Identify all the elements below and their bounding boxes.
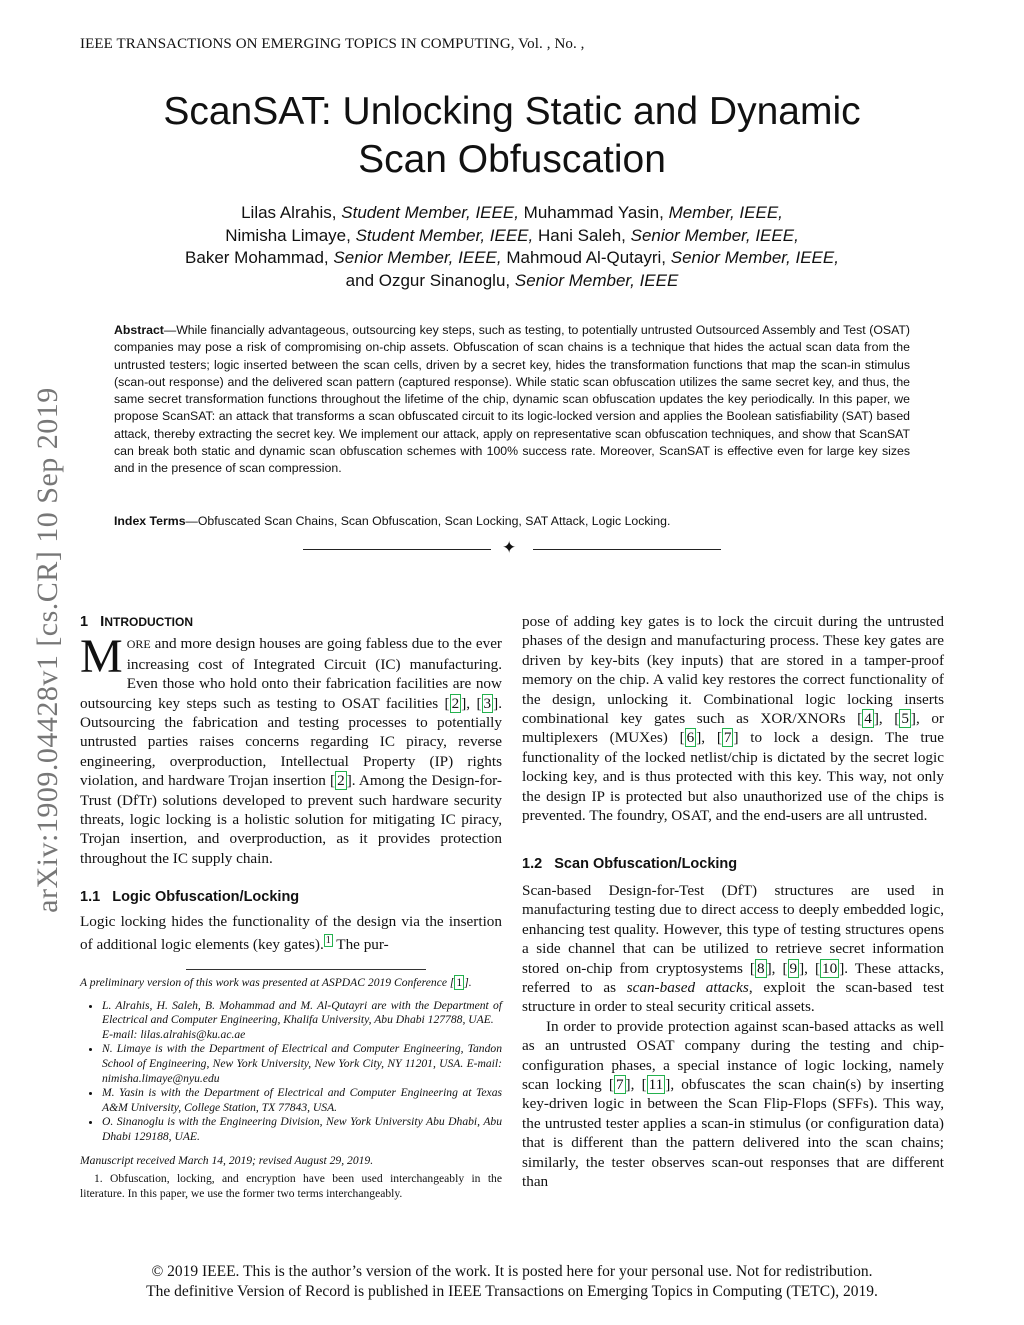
scan-obfuscation-paragraph: Scan-based Design-for-Test (DfT) structures are used in manufacturing testing due to direct access to deeply embedded logic, enhancing test quality. However, this type of testing structures opens a side channel that can be utilized to retrieve secret information stored on-chip from cryptosystems [ 8 ], [ 9 ], [ 10 ]. These attacks, referred to as scan-based attacks, exploit the scan-based test structure in order to steal security critical assets. — [522, 881, 945, 1016]
index-terms — [114, 514, 910, 528]
author-name: Nimisha Limaye, — [225, 225, 351, 245]
citation-link[interactable]: 5 — [901, 710, 909, 728]
footnotes — [80, 976, 502, 1201]
author-role: Member, IEEE, — [668, 203, 783, 222]
citation-link[interactable]: 9 — [789, 959, 798, 977]
paper-title — [100, 88, 924, 184]
footnote-1: 1. Obfuscation, locking, and encryption have been used interchangeably in the literature. In this paper, we use the former two terms interchangeably. — [80, 1172, 502, 1200]
author-line-4 — [100, 270, 924, 293]
author-name: Baker Mohammad, — [185, 248, 329, 267]
author-role: Senior Member, IEEE — [514, 270, 679, 290]
citation-link[interactable]: 8 — [756, 959, 765, 977]
author-list — [100, 202, 924, 292]
author-name: Hani Saleh, — [537, 225, 626, 245]
footnote-link[interactable]: 1 — [325, 935, 331, 947]
author-name: and Ozgur Sinanoglu, — [345, 270, 511, 290]
affiliation-list — [80, 999, 502, 1145]
drop-cap: M — [80, 630, 123, 684]
citation-link[interactable]: 6 — [686, 729, 695, 747]
left-column — [80, 612, 502, 955]
index-text: —Obfuscated Scan Chains, Scan Obfuscation, Scan Locking, SAT Attack, Logic Locking. — [185, 514, 671, 528]
section-1-1-heading: 1.1 Logic Obfuscation/Locking — [80, 889, 300, 906]
abstract-label: Abstract — [114, 323, 164, 337]
citation-link[interactable]: 7 — [615, 1075, 624, 1093]
title-line-1: ScanSAT: Unlocking Static and Dynamic — [163, 90, 861, 133]
index-label: Index Terms — [114, 514, 186, 528]
copyright-footer — [80, 1262, 944, 1302]
intro-paragraph: MORE and more design houses are going fabless due to the ever increasing cost of Integrated Circuit (IC) manufacturing. Even those who hold onto their fabrication facilities are now outsourcing key steps such as testing to OSAT facilities [ 2 ], [ 3 ]. Outsourcing the fabrication and testing processes to potentially untrusted parties raises concerns regarding IC piracy, reverse engineering, overproduction, Intellectual Property (IP) rights violation, and hardware Trojan insertion [ 2 ]. Among the Design-for-Trust (DfTr) solutions developed to prevent such hardware security threats, logic locking is a holistic solution for mitigating IC piracy, Trojan insertion, and overproduction, as it provides protection throughout the IC supply chain. — [80, 630, 502, 867]
manuscript-note: Manuscript received March 14, 2019; revised August 29, 2019. — [80, 1153, 374, 1167]
author-role: Senior Member, IEEE, — [670, 248, 839, 267]
author-role: Senior Member, IEEE, — [333, 248, 502, 267]
title-line-2: Scan Obfuscation — [358, 138, 666, 181]
citation-link[interactable]: 7 — [723, 729, 732, 747]
section-1-1-paragraph: Logic locking hides the functionality of the design via the insertion of additional logic elements (key gates). $^1$ The pur- — [80, 912, 502, 954]
author-role: Student Member, IEEE, — [341, 203, 519, 222]
abstract — [114, 322, 910, 478]
author-role: Student Member, IEEE, — [355, 225, 534, 245]
citation-link[interactable]: 1 — [456, 976, 463, 989]
author-name: Muhammad Yasin, — [523, 203, 664, 222]
author-line-3 — [100, 247, 924, 270]
separator-right — [533, 549, 721, 550]
right-column — [522, 612, 944, 1191]
arxiv-stamp: arXiv:1909.04428v1 [cs.CR] 10 Sep 2019 — [31, 387, 64, 913]
running-header: IEEE TRANSACTIONS ON EMERGING TOPICS IN COMPUTING, Vol. , No. , — [80, 36, 585, 52]
affiliation-item: • M. Yasin is with the Department of Electrical and Computer Engineering at Texas A&M University, College Station, TX 77843, USA. — [102, 1086, 502, 1115]
section-1-heading: 1 INTRODUCTION — [80, 613, 194, 630]
affiliation-item: • N. Limaye is with the Department of Electrical and Computer Engineering, Tandon School of Engineering, New York University, New York City, NY 11201, USA. E-mail: nimisha.limaye@nyu.edu — [102, 1042, 502, 1086]
section-1-2-heading: 1.2 Scan Obfuscation/Locking — [522, 856, 738, 873]
citation-link[interactable]: 10 — [822, 959, 838, 977]
citation-link[interactable]: 2 — [337, 772, 345, 790]
citation-link[interactable]: 3 — [483, 694, 492, 712]
separator-diamond-icon: ✦ — [502, 538, 517, 558]
prelim-note: A preliminary version of this work was presented at ASPDAC 2019 Conference [ 1 ]. — [80, 976, 472, 989]
logic-locking-paragraph: pose of adding key gates is to lock the circuit during the untrusted phases of the design and manufacturing process. These key gates are driven by key-bits (key inputs) that are stored in a tamper-proof memory on the chip. A valid key restores the correct functionality of the design, unlocking it. Combinational logic locking inserts combinational key gates such as XOR/XNORs [ 4 ], [ 5 ], or multiplexers (MUXes) [ 6 ], [ 7 ] to lock a design. The true functionality of the locked netlist/chip is dictated by the secret logic locking key, and is thus protected with this key. This way, not only the design IP is protected but also unauthorized use of the chips is prevented. The foundry, OSAT, and the end-users are all untrusted. — [522, 613, 945, 825]
footnote-rule — [186, 969, 426, 970]
abstract-text: —While financially advantageous, outsourcing key steps, such as testing, to potentially untrusted Outsourced Assembly and Test (OSAT) companies may pose a risk of compromising on-chip assets. Obfuscation of scan chains is a technique that hides the actual scan data from the untrusted testers; logic inserted between the scan cells, driven by a secret key, hides the transformation functions that map the scan-in stimulus (scan-out response) and the delivered scan pattern (captured response). While static scan obfuscation utilizes the same secret key, and thus, the same secret transformation functions throughout the lifetime of the chip, dynamic scan obfuscation updates the key periodically. In this paper, we propose ScanSAT: an attack that transforms a scan obfuscated circuit to its logic-locked version and applies the Boolean satisfiability (SAT) based attack, thereby extracting the secret key. We implement our attack, apply on representative scan obfuscation techniques, and show that ScanSAT can break both static and dynamic scan obfuscation schemes with 100% success rate. Moreover, ScanSAT is effective even for large key sizes and in the presence of scan compression. — [114, 323, 910, 476]
author-name: Mahmoud Al-Qutayri, — [506, 248, 667, 267]
affiliation-item: • L. Alrahis, H. Saleh, B. Mohammad and M. Al-Qutayri are with the Department of Electrical and Computer Engineering, Khalifa University, Abu Dhabi 127788, UAE. E-mail: lilas.alrahis@ku.ac.ae — [102, 999, 502, 1043]
citation-link[interactable]: 2 — [451, 694, 460, 712]
copyright-line-2: The definitive Version of Record is published in IEEE Transactions on Emerging Topics in Computing (TETC), 2019. — [146, 1283, 878, 1300]
copyright-line-1: © 2019 IEEE. This is the author’s version of the work. It is posted here for your personal use. Not for redistribution. — [151, 1263, 873, 1280]
author-role: Senior Member, IEEE, — [630, 225, 799, 245]
scan-locking-paragraph: In order to provide protection against scan-based attacks as well as an untrusted OSAT company during the testing and chip-configuration phases, a special instance of logic locking, namely scan locking [ 7 ], [ 11 ], obfuscates the scan chain(s) by inserting key-driven logic in between the Scan Flip-Flops (SFFs). This way, the untrusted tester applies a scan-in stimulus (or configuration data) that is different than the pattern delivered into the scan chains; similarly, the tester observes scan-out responses that are different than — [522, 1017, 944, 1190]
affiliation-item: • O. Sinanoglu is with the Engineering Division, New York University Abu Dhabi, Abu Dhabi 129188, UAE. — [102, 1115, 502, 1144]
author-name: Lilas Alrahis, — [241, 203, 337, 222]
author-line-2 — [100, 225, 924, 248]
separator-left — [303, 549, 491, 550]
citation-link[interactable]: 4 — [864, 710, 872, 728]
citation-link[interactable]: 11 — [648, 1075, 664, 1093]
author-line-1 — [100, 202, 924, 225]
